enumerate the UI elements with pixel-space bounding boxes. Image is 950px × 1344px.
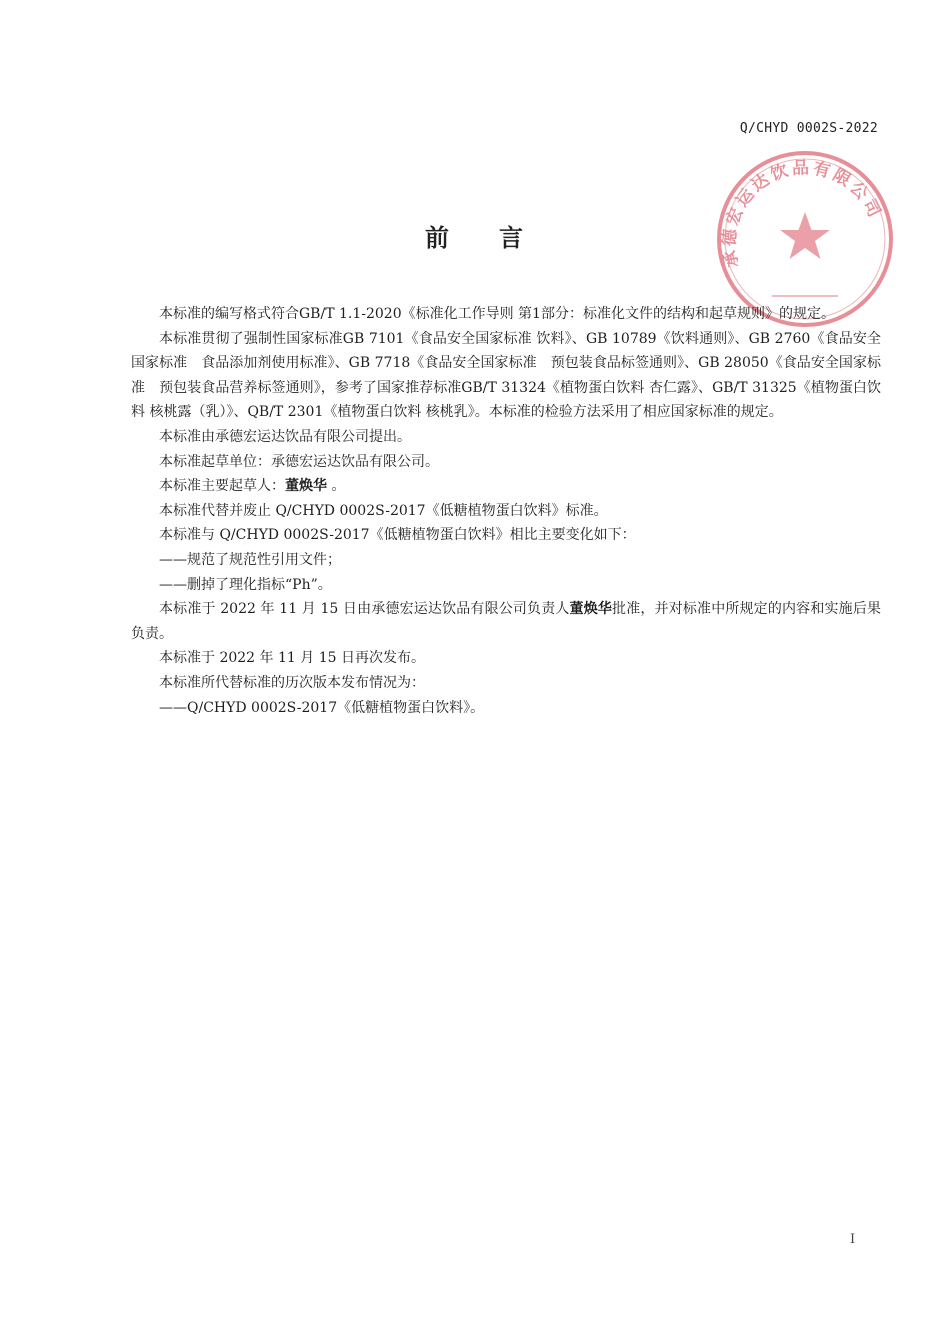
paragraph-history-item: ——Q/CHYD 0002S-2017《低糖植物蛋白饮料》。 xyxy=(159,699,485,716)
drafter-name: 董焕华 xyxy=(285,478,327,495)
paragraph-proposer: 本标准由承德宏运达饮品有限公司提出。 xyxy=(159,428,411,445)
title-char-1: 前 xyxy=(425,224,451,252)
approval-suffix: 批准，并对标准中所规定的内容和实施后果负责。 xyxy=(131,601,881,642)
paragraph-drafter xyxy=(131,474,881,499)
approval-prefix: 本标准于 2022 年 11 月 15 日由承德宏运达饮品有限公司负责人 xyxy=(159,601,570,618)
title-char-2: 言 xyxy=(499,224,525,252)
document-code: Q/CHYD 0002S-2022 xyxy=(739,121,878,136)
paragraph-replaces: 本标准代替并废止 Q/CHYD 0002S-2017《低糖植物蛋白饮料》标准。 xyxy=(159,502,608,519)
paragraph-referenced-standards: 本标准贯彻了强制性国家标准GB 7101《食品安全国家标准 饮料》、GB 10789《饮料通则》、GB 2760《食品安全国家标准 食品添加剂使用标准》、GB 7718《食品安全国家标准 预包装食品标签通则》、GB 28050《食品安全国家标准 预包装食品营养标签通则》，参考了国家推荐标准GB/T 31324《植物蛋白饮料 杏仁露》、GB/T 31325《植物蛋白饮料 核桃露（乳）》、QB/T 2301《植物蛋白饮料 核桃乳》。本标准的检验方法采用了相应国家标准的规定。 xyxy=(131,330,881,421)
paragraph-format: 本标准的编写格式符合GB/T 1.1-2020《标准化工作导则 第1部分：标准化文件的结构和起草规则》的规定。 xyxy=(159,306,835,322)
page-number: I xyxy=(850,1232,856,1247)
drafter-prefix: 本标准主要起草人： xyxy=(159,478,285,495)
paragraph-change-item-2: ——删掉了理化指标“Ph”。 xyxy=(159,576,332,593)
approver-name: 董焕华 xyxy=(569,601,613,618)
paragraph-approval xyxy=(131,597,881,646)
svg-text:承德宏运达饮品有限公司: 承德宏运达饮品有限公司 xyxy=(719,158,886,270)
paragraph-changes-intro: 本标准与 Q/CHYD 0002S-2017《低糖植物蛋白饮料》相比主要变化如下： xyxy=(159,527,636,544)
paragraph-change-item-1: ——规范了规范性引用文件； xyxy=(159,551,341,568)
foreword-body xyxy=(131,302,881,720)
page-title xyxy=(0,218,950,253)
paragraph-drafting-unit: 本标准起草单位：承德宏运达饮品有限公司。 xyxy=(159,453,439,470)
drafter-suffix: 。 xyxy=(327,478,346,495)
paragraph-history-intro: 本标准所代替标准的历次版本发布情况为： xyxy=(159,674,425,691)
paragraph-release-date: 本标准于 2022 年 11 月 15 日再次发布。 xyxy=(159,650,425,667)
